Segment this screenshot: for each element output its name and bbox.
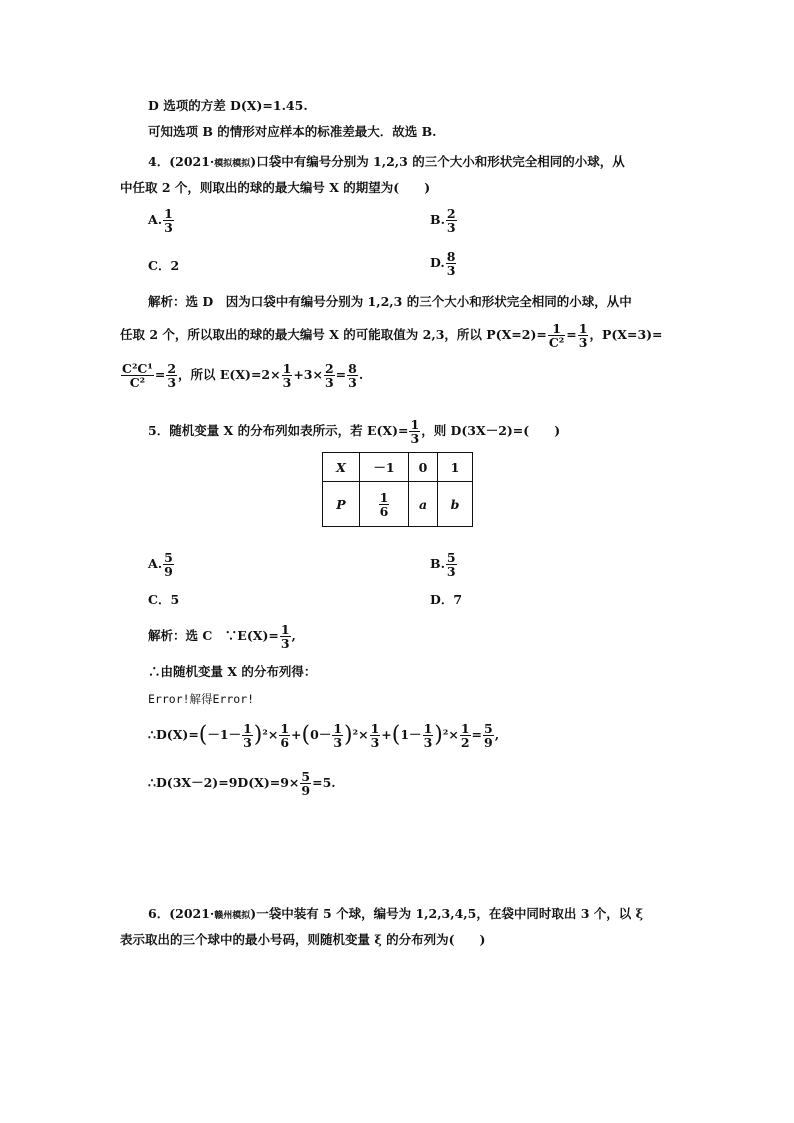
q5-option-a: A. $\frac{5}{9}$	[148, 550, 173, 579]
q4-stem-line-1: 4．(2021·模拟模拟)口袋中有编号分别为 1,2,3 的三个大小和形状完全相同的小球，从	[148, 154, 625, 169]
fraction: $\frac{5}{3}$	[446, 550, 456, 579]
fraction: $\frac{8}{3}$	[446, 249, 456, 278]
q4-stem-line-2: 中任取 2 个，则取出的球的最大编号 X 的期望为( )	[120, 180, 431, 195]
fraction: $\frac{1}{3}$	[578, 321, 588, 350]
right-paren: )	[434, 722, 443, 748]
table-cell: a	[409, 482, 438, 527]
fraction: $\frac{5}{9}$	[484, 721, 493, 750]
right-paren: )	[253, 722, 263, 748]
q6-stem-line-2: 表示取出的三个球中的最小号码，则随机变量 ξ 的分布列为( )	[120, 932, 486, 947]
fraction: $\frac{5}{9}$	[164, 550, 173, 579]
fraction: $\frac{1}{6}$	[379, 489, 389, 519]
fraction: $\frac{5}{9}$	[301, 769, 311, 798]
fraction: $\frac{1}{3}$	[370, 721, 380, 750]
table-cell: b	[438, 482, 473, 527]
fraction: $\frac{1}{3}$	[243, 721, 252, 750]
table-row	[323, 453, 473, 482]
fraction: $\frac{2}{3}$	[324, 361, 334, 390]
fraction: $\frac{1}{3}$	[410, 417, 420, 446]
fraction: $\frac{1}{3}$	[282, 361, 292, 390]
right-paren: )	[344, 722, 353, 748]
q5-stem: 5．随机变量 X 的分布列如表所示，若 E(X)= $\frac{1}{3}$ ，则 D(3X－2)=( )	[148, 417, 561, 446]
q5-option-c: C．5	[148, 592, 180, 607]
left-paren: (	[391, 722, 401, 748]
fraction: $\frac{2}{3}$	[446, 206, 456, 235]
fraction: $\frac{8}{3}$	[348, 361, 357, 390]
q5-solution-line-5: ∴D(3X－2)=9D(X)=9× $\frac{5}{9}$ =5.	[148, 769, 336, 798]
q5-option-b: B. $\frac{5}{3}$	[430, 550, 456, 579]
fraction: $\frac{1}{\text{C²}}$	[548, 321, 565, 350]
table-cell: －1	[360, 453, 409, 482]
fraction: $\frac{1}{3}$	[164, 206, 173, 235]
q5-solution-line-1: 解析：选 C ∵E(X)= $\frac{1}{3}$ ,	[148, 622, 296, 651]
fraction: $\frac{1}{3}$	[423, 721, 433, 750]
table-row	[323, 482, 473, 527]
fraction: $\frac{\text{C²C¹}}{\text{C²}}$	[122, 361, 153, 390]
prev-line-2: 可知选项 B 的情形对应样本的标准差最大．故选 B.	[148, 124, 437, 139]
q5-solution-line-3: Error!解得Error!	[148, 692, 255, 706]
q4-option-a: A. $\frac{1}{3}$	[148, 206, 173, 235]
q6-stem-line-1: 6．(2021·赣州模拟)一袋中装有 5 个球，编号为 1,2,3,4,5，在袋中同时取出 3 个，以 ξ	[148, 906, 644, 921]
table-cell: 1	[438, 453, 473, 482]
table-cell: P	[323, 482, 360, 527]
fraction: $\frac{1}{6}$	[280, 721, 290, 750]
fraction: $\frac{2}{3}$	[167, 361, 177, 390]
q5-solution-line-2: ∴由随机变量 X 的分布列得：	[148, 664, 317, 679]
fraction: $\frac{1}{2}$	[460, 721, 470, 750]
q4-option-c: C．2	[148, 258, 180, 273]
q4-option-b: B. $\frac{2}{3}$	[430, 206, 456, 235]
left-paren: (	[198, 722, 208, 748]
table-cell: 0	[409, 453, 438, 482]
prev-line-1: D 选项的方差 D(X)=1.45.	[148, 98, 308, 113]
q4-option-d: D. $\frac{8}{3}$	[430, 249, 456, 278]
q5-solution-line-4: ∴D(X)=(－1－ $\frac{1}{3}$ )²× $\frac{1}{6}$ +(0－ $\frac{1}{3}$ )²× $\frac{1}{3}$ +(1－ $\frac{1}{3}$ )²× $\frac{1}{2}$ = $\frac{5}{9}$ ,	[148, 721, 500, 750]
left-paren: (	[301, 722, 311, 748]
fraction: $\frac{1}{3}$	[333, 721, 343, 750]
table-cell: X	[323, 453, 360, 482]
q5-option-d: D．7	[430, 592, 463, 607]
fraction: $\frac{1}{3}$	[280, 622, 290, 651]
q4-solution-line-1: 解析：选 D 因为口袋中有编号分别为 1,2,3 的三个大小和形状完全相同的小球，从中	[148, 294, 632, 309]
distribution-table	[322, 452, 473, 527]
q4-solution-line-3: $\frac{\text{C²C¹}}{\text{C²}}$ = $\frac{2}{3}$ ，所以 E(X)=2× $\frac{1}{3}$ +3× $\frac{2}{3}$ = $\frac{8}{3}$ .	[122, 361, 364, 390]
q4-solution-line-2: 任取 2 个，所以取出的球的最大编号 X 的可能取值为 2,3，所以 P(X=2)= $\frac{1}{\text{C²}}$ = $\frac{1}{3}$ ，P(X=3)=	[120, 321, 663, 350]
table-cell	[360, 482, 409, 527]
